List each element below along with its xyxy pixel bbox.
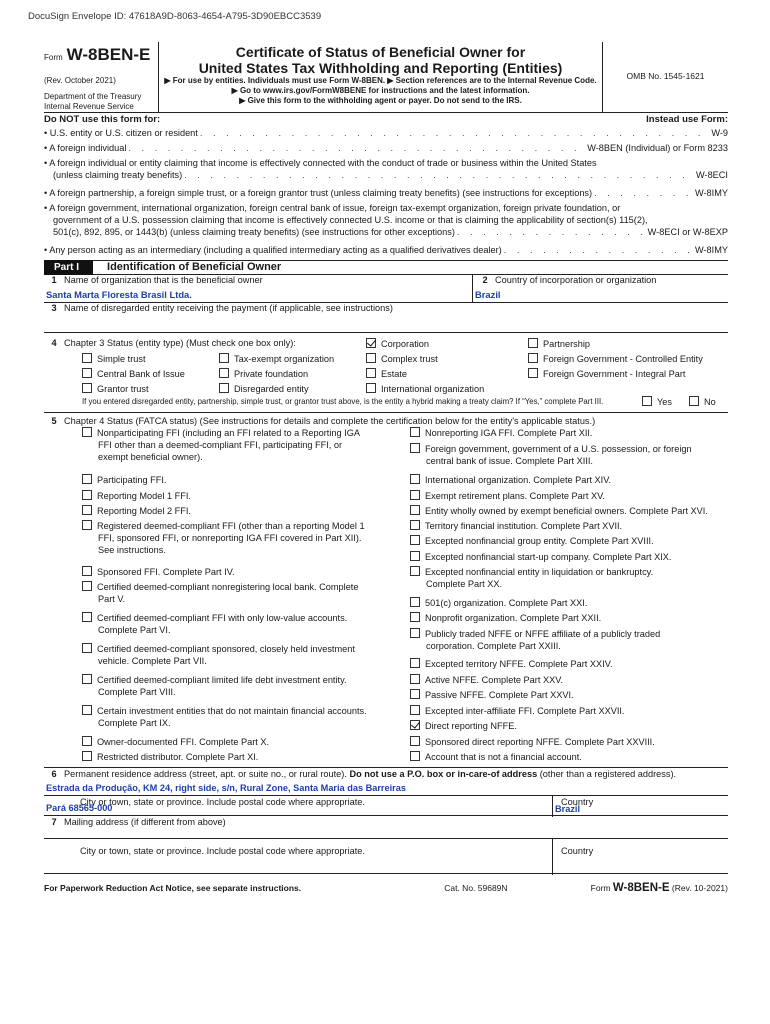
list-item: • Any person acting as an intermediary (including a qualified intermediary acting as a qualified derivatives dealer) . . . W-8IMY bbox=[44, 245, 728, 257]
line-7-city-row[interactable]: City or town, state or province. Include postal code where appropriate. Country bbox=[44, 838, 728, 874]
form-footer bbox=[44, 881, 728, 896]
checkbox[interactable] bbox=[410, 658, 420, 668]
form-name: W-8BEN-E bbox=[66, 45, 151, 64]
form-title-2: United States Tax Withholding and Reporting (Entities) bbox=[198, 60, 563, 77]
central-bank-checkbox[interactable]: Central Bank of Issue bbox=[82, 368, 185, 381]
fatca-option-label: Owner-documented FFI. Complete Part X. bbox=[97, 736, 270, 747]
fatca-option-label: Excepted nonfinancial entity in liquidation or bankruptcy. bbox=[425, 566, 654, 577]
fatca-option[interactable] bbox=[410, 551, 672, 564]
fatca-option-label: International organization. Complete Part XIV. bbox=[425, 474, 612, 485]
fatca-option-label: vehicle. Complete Part VII. bbox=[98, 655, 207, 666]
checkbox[interactable] bbox=[410, 474, 420, 484]
fatca-option[interactable] bbox=[410, 474, 611, 487]
checkbox[interactable] bbox=[82, 427, 92, 437]
line-2-label: Country of incorporation or organization bbox=[495, 274, 657, 285]
fatca-option-label: Excepted territory NFFE. Complete Part XXIV. bbox=[425, 658, 613, 669]
form-id-block bbox=[44, 42, 159, 112]
fatca-option-label: Complete Part IX. bbox=[98, 717, 171, 728]
checkbox[interactable] bbox=[82, 490, 92, 500]
instruction-2: ▶ Go to www.irs.gov/FormW8BENE for instructions and the latest information. bbox=[231, 86, 530, 96]
fatca-option-label: Complete Part XX. bbox=[426, 578, 503, 589]
checkbox[interactable] bbox=[410, 612, 420, 622]
fatca-option-label: See instructions. bbox=[98, 544, 166, 555]
fatca-option[interactable] bbox=[410, 736, 655, 749]
list-item: • U.S. entity or U.S. citizen or resident . . . W-9 bbox=[44, 128, 728, 140]
hybrid-question: If you entered disregarded entity, partnership, simple trust, or grantor trust above, is the entity a hybrid making a treaty claim? If “Yes,” complete Part III. bbox=[82, 396, 604, 406]
form-word: Form bbox=[44, 53, 63, 62]
fatca-option[interactable] bbox=[410, 612, 601, 625]
service: Internal Revenue Service bbox=[44, 102, 134, 112]
fatca-option-label: 501(c) organization. Complete Part XXI. bbox=[425, 597, 588, 608]
country-value: Brazil bbox=[555, 803, 581, 814]
fatca-option[interactable] bbox=[82, 751, 258, 764]
fatca-option[interactable] bbox=[82, 674, 347, 699]
fatca-option-label: Entity wholly owned by exempt beneficial owners. Complete Part XVI. bbox=[425, 505, 708, 516]
checkbox[interactable] bbox=[410, 427, 420, 437]
partnership-checkbox[interactable]: Partnership bbox=[528, 338, 590, 351]
hybrid-no-checkbox[interactable]: No bbox=[689, 396, 716, 409]
instruction-3: ▶ Give this form to the withholding agent or payer. Do not send to the IRS. bbox=[239, 96, 522, 106]
fatca-option-label: Passive NFFE. Complete Part XXVI. bbox=[425, 689, 574, 700]
form-header bbox=[44, 42, 728, 113]
checkbox[interactable] bbox=[410, 490, 420, 500]
fatca-option-label: Reporting Model 1 FFI. bbox=[97, 490, 191, 501]
line-6: 6 Permanent residence address (street, apt. or suite no., or rural route). Do not use a P.O. box or in-care-of address (other than a registered address). Estrada da Produção, KM 24, right side, s/n, Rural Zone, Santa Maria das Barreiras City or town, state or province. Include postal code where appropriate. Pará 68565-000 Country Brazil bbox=[44, 768, 728, 816]
list-item: • A foreign individual or entity claiming that income is effectively connected with the conduct of trade or business within the United States (unless claiming treaty benefits) . . . W-8ECI bbox=[44, 158, 728, 182]
fatca-option[interactable] bbox=[410, 628, 660, 653]
estate-checkbox[interactable]: Estate bbox=[366, 368, 407, 381]
fatca-option[interactable] bbox=[82, 520, 365, 557]
grantor-trust-checkbox[interactable]: Grantor trust bbox=[82, 383, 149, 396]
line-3[interactable]: 3 Name of disregarded entity receiving the payment (if applicable, see instructions) bbox=[44, 303, 728, 333]
fatca-option[interactable] bbox=[410, 443, 692, 468]
checkbox[interactable] bbox=[82, 581, 92, 591]
fatca-option[interactable] bbox=[410, 689, 574, 702]
instead-use-label: Instead use Form: bbox=[646, 114, 728, 125]
fatca-option-label: Registered deemed-compliant FFI (other than a reporting Model 1 bbox=[97, 520, 365, 531]
fatca-option[interactable] bbox=[82, 505, 191, 518]
fatca-option[interactable] bbox=[410, 751, 582, 764]
checkbox[interactable] bbox=[82, 505, 92, 515]
fatca-option-label: corporation. Complete Part XXIII. bbox=[426, 640, 561, 651]
checkbox[interactable] bbox=[410, 689, 420, 699]
private-foundation-checkbox[interactable]: Private foundation bbox=[219, 368, 308, 381]
line-7-country[interactable]: Country bbox=[552, 839, 728, 875]
line-3-label: Name of disregarded entity receiving the payment (if applicable, see instructions) bbox=[64, 302, 393, 313]
fatca-option-label: FFI other than a deemed-compliant FFI, participating FFI, or bbox=[98, 439, 343, 450]
fatca-option-label: Nonprofit organization. Complete Part XXII. bbox=[425, 612, 602, 623]
instruction-1: ▶ For use by entities. Individuals must use Form W-8BEN. ▶ Section references are to the Internal Revenue Code. bbox=[164, 76, 597, 86]
line-6-city-row: City or town, state or province. Include postal code where appropriate. Pará 68565-000 Country Brazil bbox=[44, 795, 728, 816]
checkbox[interactable] bbox=[82, 474, 92, 484]
checkbox[interactable] bbox=[410, 705, 420, 715]
fatca-option-label: Active NFFE. Complete Part XXV. bbox=[425, 674, 564, 685]
fatca-option[interactable] bbox=[410, 427, 592, 440]
checkbox[interactable] bbox=[410, 628, 420, 638]
line-4-label: Chapter 3 Status (entity type) (Must check one box only): bbox=[64, 337, 296, 348]
line-5-label: Chapter 4 Status (FATCA status) (See instructions for details and complete the certification below for the entity's applicable status.) bbox=[64, 415, 596, 426]
checkbox[interactable] bbox=[82, 705, 92, 715]
part-1-tag: Part I bbox=[44, 260, 93, 275]
checkbox[interactable] bbox=[410, 505, 420, 515]
fatca-option[interactable] bbox=[82, 566, 235, 579]
checkbox-checked[interactable] bbox=[410, 720, 420, 730]
permanent-address-value: Estrada da Produção, KM 24, right side, s/n, Rural Zone, Santa Maria das Barreiras bbox=[46, 782, 406, 793]
checkbox[interactable] bbox=[82, 612, 92, 622]
form-page bbox=[44, 42, 728, 896]
do-not-use-label: Do NOT use this form for: bbox=[44, 114, 161, 125]
fatca-option-label: Part V. bbox=[98, 593, 126, 604]
fatca-option[interactable] bbox=[82, 427, 360, 464]
checkbox[interactable] bbox=[410, 566, 420, 576]
do-not-use-list bbox=[44, 128, 728, 257]
fatca-option[interactable] bbox=[82, 474, 166, 487]
fatca-option[interactable] bbox=[410, 658, 613, 671]
checkbox[interactable] bbox=[82, 751, 92, 761]
fatca-option-label: Exempt retirement plans. Complete Part XV. bbox=[425, 490, 605, 501]
checkbox[interactable] bbox=[82, 520, 92, 530]
do-not-use-header bbox=[44, 114, 728, 126]
fatca-option-label: Sponsored direct reporting NFFE. Complete Part XXVIII. bbox=[425, 736, 655, 747]
fatca-option[interactable] bbox=[410, 505, 708, 518]
checkbox[interactable] bbox=[410, 443, 420, 453]
line-1[interactable]: 1 Name of organization that is the beneficial owner Santa Marta Floresta Brasil Ltda. bbox=[44, 275, 473, 302]
line-6-country[interactable]: Country Brazil bbox=[552, 796, 728, 817]
fatca-option-label: Sponsored FFI. Complete Part IV. bbox=[97, 566, 235, 577]
list-item: • A foreign partnership, a foreign simple trust, or a foreign grantor trust (unless claiming treaty benefits) (see instructions for exceptions) . . . W-8IMY bbox=[44, 188, 728, 200]
fatca-option-label: FFI, sponsored FFI, or nonreporting IGA FFI covered in Part XII). bbox=[98, 532, 362, 543]
checkbox[interactable] bbox=[82, 566, 92, 576]
fatca-option-label: Certified deemed-compliant limited life debt investment entity. bbox=[97, 674, 347, 685]
omb-number: OMB No. 1545-1621 bbox=[626, 71, 705, 82]
fatca-option[interactable] bbox=[82, 643, 355, 668]
fatca-option[interactable] bbox=[410, 520, 622, 533]
checkbox[interactable] bbox=[410, 674, 420, 684]
fatca-option-label: Excepted inter-affiliate FFI. Complete Part XXVII. bbox=[425, 705, 625, 716]
fatca-option-label: Reporting Model 2 FFI. bbox=[97, 505, 191, 516]
line-7: 7 Mailing address (if different from above) City or town, state or province. Include postal code where appropriate. Country bbox=[44, 816, 728, 874]
line-5: 5 Chapter 4 Status (FATCA status) (See instructions for details and complete the certification below for the entity's applicable status.) Nonparticipating FFI (including an FFI related to a Reporting IGA FFI other than a deemed-compliant FFI, participating FFI, or exempt beneficial owner). Participating FFI. Reporting Model 1 FFI. Reporting Model 2 FFI. Registered deemed-compliant FFI (other than a reporting Model 1 FFI, sponsored FFI, or nonreporting IGA FFI covered in Part XII). See instructions. Sponsored FFI. Complete Part IV. Certified deemed-compliant nonregistering local bank. Complete Part V. Certified deemed-compliant FFI with only low-value accounts. Complete Part VI. Certified deemed-compliant sponsored, closely held investment vehicle. Complete Part VII. Certified deemed-compliant limited life debt investment entity. Complete Part VIII. Certain investment entities that do not maintain financial accounts. Complete Part IX. Owner-documented FFI. Complete Part X. Restricted distributor. Complete Part XI. Nonreporting IGA FFI. Complete Part XII. Foreign government, government of a U.S. possession, or foreign central bank of issue. Complete Part XIII. International organization. Complete Part XIV. Exempt retirement plans. Complete Part XV. Entity wholly owned by exempt beneficial owners. Complete Part XVI. Territory financial institution. Complete Part XVII. Excepted nonfinancial group entity. Complete Part XVIII. Excepted nonfinancial start-up company. Complete Part XIX. Excepted nonfinancial entity in liquidation or bankruptcy. Complete Part XX. 501(c) organization. Complete Part XXI. Nonprofit organization. Complete Part XXII. Publicly traded NFFE or NFFE affiliate of a publicly traded corporation. Complete Part XXIII. Excepted territory NFFE. Complete Part XXIV. Active NFFE. Complete Part XXV. Passive NFFE. Complete Part XXVI. Excepted inter-affiliate FFI. Complete Part XXVII. Direct reporting NFFE. Sponsored direct reporting NFFE. Complete Part XXVIII. Account that is not a financial account. bbox=[44, 413, 728, 768]
catalog-number: Cat. No. 59689N bbox=[444, 882, 508, 893]
fatca-option[interactable] bbox=[410, 720, 517, 733]
fatca-option-label: Certain investment entities that do not maintain financial accounts. bbox=[97, 705, 367, 716]
fatca-option-label: Territory financial institution. Complete Part XVII. bbox=[425, 520, 623, 531]
part-1-title: Identification of Beneficial Owner bbox=[107, 261, 282, 274]
country-of-incorporation-value: Brazil bbox=[475, 288, 501, 300]
checkbox[interactable] bbox=[410, 736, 420, 746]
fatca-option-label: Nonreporting IGA FFI. Complete Part XII. bbox=[425, 427, 593, 438]
intl-org-checkbox[interactable]: International organization bbox=[366, 383, 484, 396]
list-item: • A foreign government, international organization, foreign central bank of issue, foreign tax-exempt organization, foreign private foundation, or government of a U.S. possession claiming that income is effectively connected U.S. income or that is claiming the applicability of section(s) 115(2), 501(c), 892, 895, or 1443(b) (unless claiming treaty benefits) (see instructions for other exceptions) . . . W-8ECI or W-8EXP bbox=[44, 203, 728, 239]
line-2[interactable]: 2 Country of incorporation or organization Brazil bbox=[475, 274, 657, 300]
fatca-option-label: exempt beneficial owner). bbox=[98, 451, 203, 462]
fatca-option-label: Nonparticipating FFI (including an FFI related to a Reporting IGA bbox=[97, 427, 360, 438]
simple-trust-checkbox[interactable]: Simple trust bbox=[82, 353, 146, 366]
checkbox-checked[interactable] bbox=[366, 338, 376, 348]
fatca-option[interactable] bbox=[82, 490, 191, 503]
fatca-option-label: Complete Part VI. bbox=[98, 624, 171, 635]
city-value: Pará 68565-000 bbox=[46, 802, 113, 813]
disregarded-entity-checkbox[interactable]: Disregarded entity bbox=[219, 383, 309, 396]
footer-form-id: Form W-8BEN-E (Rev. 10-2021) bbox=[590, 881, 728, 894]
envelope-id: DocuSign Envelope ID: 47618A9D-8063-4654-A795-3D90EBCC3539 bbox=[28, 11, 322, 22]
complex-trust-checkbox[interactable]: Complex trust bbox=[366, 353, 438, 366]
form-revision: (Rev. October 2021) bbox=[44, 76, 116, 86]
fatca-option-label: Restricted distributor. Complete Part XI. bbox=[97, 751, 259, 762]
fatca-option-label: Participating FFI. bbox=[97, 474, 167, 485]
department: Department of the Treasury bbox=[44, 92, 142, 102]
fatca-option-label: Account that is not a financial account. bbox=[425, 751, 582, 762]
fatca-option-label: Direct reporting NFFE. bbox=[425, 720, 517, 731]
fatca-option-label: Certified deemed-compliant FFI with only low-value accounts. bbox=[97, 612, 348, 623]
fatca-option[interactable] bbox=[82, 612, 347, 637]
fatca-option[interactable] bbox=[410, 674, 563, 687]
fg-integral-checkbox[interactable]: Foreign Government - Integral Part bbox=[528, 368, 685, 381]
part-1-header bbox=[44, 260, 728, 275]
checkbox[interactable] bbox=[410, 551, 420, 561]
form-title-1: Certificate of Status of Beneficial Owner for bbox=[235, 44, 526, 60]
line-1-2-row bbox=[44, 275, 728, 303]
corporation-checkbox[interactable]: Corporation bbox=[366, 338, 429, 351]
fatca-option[interactable] bbox=[82, 581, 358, 606]
fatca-option[interactable] bbox=[410, 490, 605, 503]
fatca-option[interactable] bbox=[410, 597, 587, 610]
fatca-option-label: central bank of issue. Complete Part XIII. bbox=[426, 455, 593, 466]
fatca-option[interactable] bbox=[82, 705, 367, 730]
fg-controlled-checkbox[interactable]: Foreign Government - Controlled Entity bbox=[528, 353, 703, 366]
checkbox[interactable] bbox=[410, 535, 420, 545]
fatca-option-label: Certified deemed-compliant sponsored, closely held investment bbox=[97, 643, 355, 654]
hybrid-yes-checkbox[interactable]: Yes bbox=[642, 396, 672, 409]
fatca-option-label: Excepted nonfinancial group entity. Complete Part XVIII. bbox=[425, 535, 654, 546]
fatca-option[interactable] bbox=[410, 566, 653, 591]
fatca-option-label: Foreign government, government of a U.S. possession, or foreign bbox=[425, 443, 692, 454]
line-1-label: Name of organization that is the beneficial owner bbox=[64, 274, 263, 285]
checkbox[interactable] bbox=[410, 597, 420, 607]
fatca-option[interactable] bbox=[410, 705, 625, 718]
fatca-option-label: Excepted nonfinancial start-up company. Complete Part XIX. bbox=[425, 551, 672, 562]
organization-name-value: Santa Marta Floresta Brasil Ltda. bbox=[46, 288, 192, 300]
line-4: 4 Chapter 3 Status (entity type) (Must check one box only): Corporation Partnership Simple trust Tax-exempt organization Complex trust Foreign Government - Controlled Entity Central Bank of Issue Private foundation Estate Foreign Government - Integral Part Grantor trust Disregarded entity International organization If you entered disregarded entity, partnership, simple trust, or grantor trust above, is the entity a hybrid making a treaty claim? If “Yes,” complete Part III. Yes No bbox=[44, 333, 728, 413]
fatca-option-label: Certified deemed-compliant nonregistering local bank. Complete bbox=[97, 581, 359, 592]
checkbox[interactable] bbox=[82, 674, 92, 684]
checkbox[interactable] bbox=[410, 751, 420, 761]
fatca-option[interactable] bbox=[410, 535, 654, 548]
tax-exempt-checkbox[interactable]: Tax-exempt organization bbox=[219, 353, 334, 366]
checkbox[interactable] bbox=[82, 736, 92, 746]
fatca-option-label: Complete Part VIII. bbox=[98, 686, 176, 697]
fatca-option[interactable] bbox=[82, 736, 269, 749]
fatca-option-label: Publicly traded NFFE or NFFE affiliate of a publicly traded bbox=[425, 628, 661, 639]
paperwork-notice: For Paperwork Reduction Act Notice, see separate instructions. bbox=[44, 882, 302, 893]
list-item: • A foreign individual . . . W-8BEN (Individual) or Form 8233 bbox=[44, 143, 728, 155]
checkbox[interactable] bbox=[82, 643, 92, 653]
checkbox[interactable] bbox=[410, 520, 420, 530]
form-title-block bbox=[159, 42, 603, 112]
